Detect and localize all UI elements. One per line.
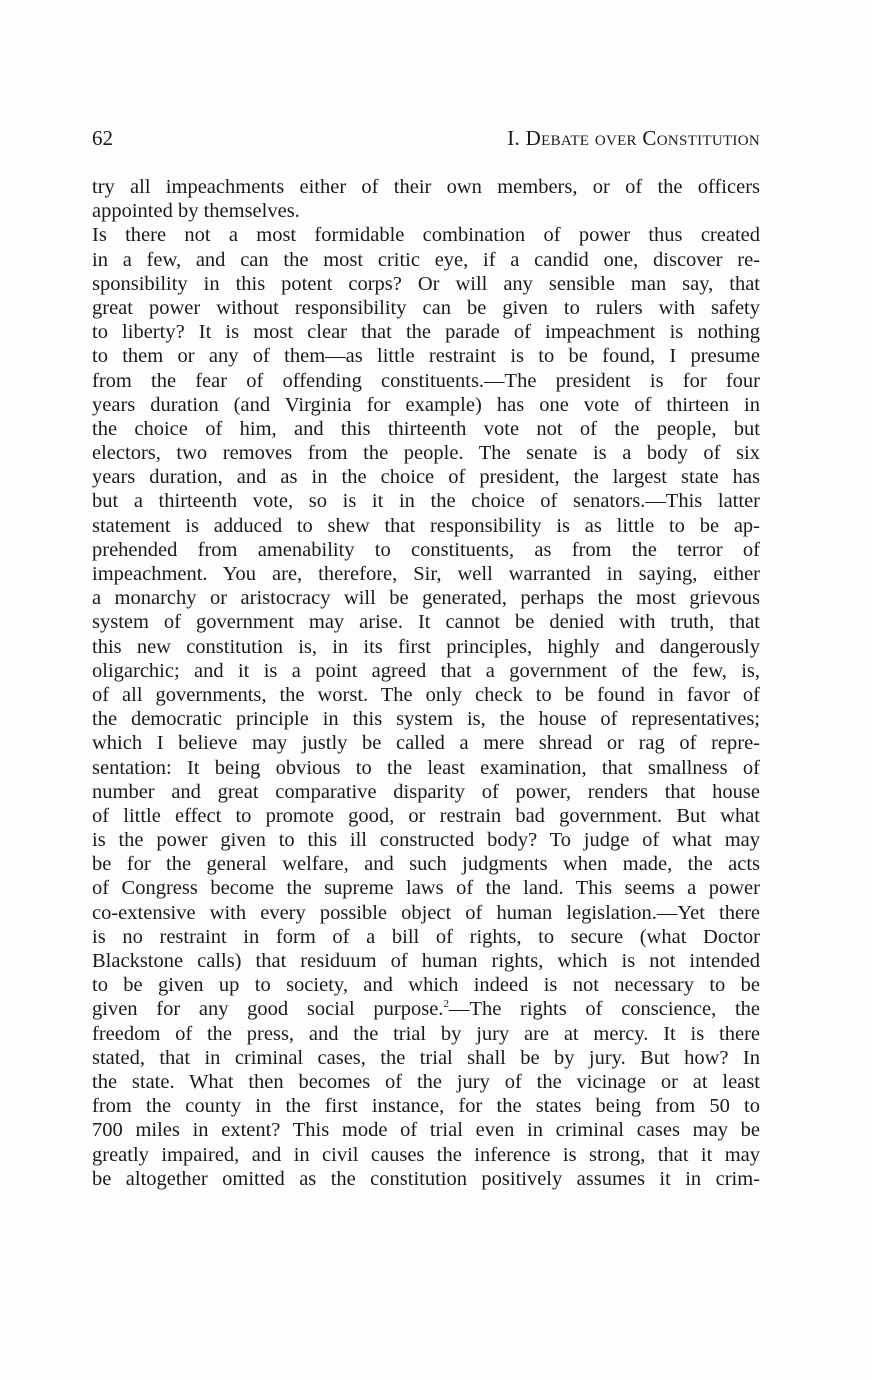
text-line: be for the general welfare, and such judgments when made, the acts [92,853,760,876]
running-title: I. Debate over Constitution [507,126,760,150]
text-line: years duration, and as in the choice of president, the largest state has [92,466,760,489]
footnote-marker[interactable]: 2 [443,998,449,1011]
text-line: number and great comparative disparity of power, renders that house [92,780,760,803]
text-line: is the power given to this ill constructed body? To judge of what may [92,829,760,852]
text-line: to be given up to society, and which indeed is not necessary to be [92,974,760,997]
text-line: from the county in the first instance, for the states being from 50 to [92,1095,760,1118]
text-line: the state. What then becomes of the jury of the vicinage or at least [92,1070,760,1093]
text-line: of little effect to promote good, or restrain bad government. But what [92,804,760,827]
line-text: given for any good social purpose. [92,998,444,1021]
text-line: electors, two removes from the people. The senate is a body of six [92,442,760,465]
page-number: 62 [92,126,113,150]
text-line: be altogether omitted as the constitution positively assumes it in crim- [92,1167,760,1190]
text-line: great power without responsibility can be given to rulers with safety [92,296,760,319]
body-text [92,175,760,1191]
text-line: but a thirteenth vote, so is it in the choice of senators.—This latter [92,490,760,513]
text-line: 700 miles in extent? This mode of trial even in criminal cases may be [92,1119,760,1142]
text-line: try all impeachments either of their own members, or of the officers [92,176,760,198]
text-line: sentation: It being obvious to the least examination, that smallness of [92,756,760,779]
text-line-with-footnote [92,997,760,1021]
text-line: the democratic principle in this system is, the house of representatives; [92,708,760,731]
text-line: Blackstone calls) that residuum of human rights, which is not intended [92,950,760,972]
text-line: of all governments, the worst. The only check to be found in favor of [92,683,760,706]
text-line: to them or any of them—as little restraint is to be found, I presume [92,345,760,368]
text-line: impeachment. You are, therefore, Sir, well warranted in saying, either [92,563,760,585]
text-line: a monarchy or aristocracy will be generated, perhaps the most grievous [92,587,760,610]
text-line: stated, that in criminal cases, the trial shall be by jury. But how? In [92,1046,760,1069]
text-line: of Congress become the supreme laws of the land. This seems a power [92,877,760,900]
text-line: is no restraint in form of a bill of rights, to secure (what Doctor [92,925,760,948]
text-line: years duration (and Virginia for example) has one vote of thirteen in [92,393,760,416]
text-line: in a few, and can the most critic eye, if a candid one, discover re- [92,248,760,271]
running-head [92,126,760,156]
text-line: sponsibility in this potent corps? Or will any sensible man say, that [92,272,760,295]
text-line: freedom of the press, and the trial by jury are at mercy. It is there [92,1022,760,1045]
text-line: system of government may arise. It cannot be denied with truth, that [92,611,760,634]
text-line: from the fear of offending constituents.—The president is for four [92,369,760,392]
line-text-continuation: —The rights of conscience, the [448,998,760,1021]
text-line: which I believe may justly be called a mere shread or rag of repre- [92,732,760,755]
text-line: statement is adduced to shew that responsibility is as little to be ap- [92,514,760,537]
text-line: greatly impaired, and in civil causes the inference is strong, that it may [92,1143,760,1166]
text-line: oligarchic; and it is a point agreed that a government of the few, is, [92,659,760,682]
text-line: appointed by themselves. [92,200,300,223]
paragraph-start-line: Is there not a most formidable combination of power thus created [92,224,760,247]
text-line: the choice of him, and this thirteenth vote not of the people, but [92,417,760,440]
text-line: this new constitution is, in its first principles, highly and dangerously [92,635,760,658]
text-line: to liberty? It is most clear that the parade of impeachment is nothing [92,321,760,344]
text-line: co-extensive with every possible object of human legislation.—Yet there [92,901,760,924]
text-line: prehended from amenability to constituents, as from the terror of [92,538,760,561]
